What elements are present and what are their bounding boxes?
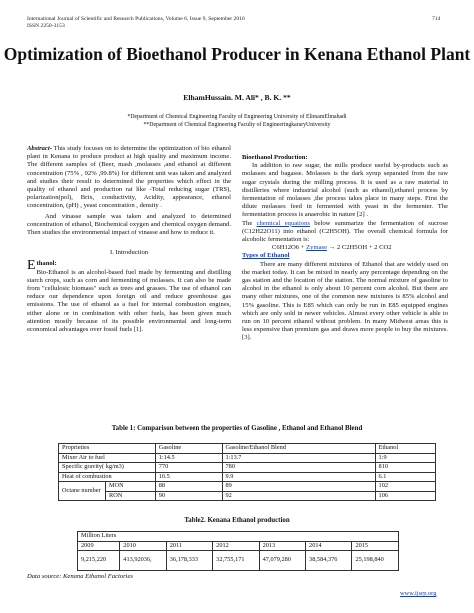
table-row bbox=[78, 532, 399, 542]
table-row bbox=[78, 541, 399, 551]
types-of-ethanol-heading[interactable]: Types of Ethanol bbox=[242, 252, 290, 260]
bioethanol-text: In addition to raw sugar, the mills produce useful by-products such as molasses and bagasse. Molasses is the dark syrup separated from the raw sugar crystals during the milling process. It is used as a raw material in distilleries where industrial alcohol (such as ethanol),ethanol process by fermentation of molasses ,the process takes place in many steps. First the dilute molasses feed in fermented with yeast in the fermenter. The fermentation process is anaerobic in nature [2] . bbox=[242, 162, 448, 219]
drop-cap: E bbox=[27, 258, 36, 274]
authors: ElhamHussain. M. Ali* , B. K. ** bbox=[183, 93, 291, 102]
table-header-cell: Proprieties bbox=[59, 444, 156, 454]
table-cell: 1:14.5 bbox=[155, 453, 222, 463]
table-header-cell: Gasoline bbox=[155, 444, 222, 454]
table-header-cell: Gasoline/Ethanol Blend bbox=[222, 444, 375, 454]
journal-header bbox=[27, 16, 245, 30]
table-cell: 36,178,333 bbox=[166, 551, 212, 571]
issn: ISSN 2250-3153 bbox=[27, 23, 65, 29]
table-cell: 92 bbox=[222, 491, 375, 501]
right-column bbox=[242, 154, 448, 343]
table-row bbox=[59, 444, 436, 454]
affiliation-1: *Department of Chemical Engineering Faculty of Engineering University of ElimamElmahadi bbox=[127, 114, 347, 120]
table-cell: Mixer Air to fuel bbox=[59, 453, 156, 463]
table-cell: 90 bbox=[155, 491, 222, 501]
table-cell: 32,755,171 bbox=[213, 551, 259, 571]
table1-caption: Table 1: Comparison between the properties of Gasoline , Ethanol and Ethanol Blend bbox=[111, 425, 363, 432]
table-row bbox=[59, 463, 436, 473]
fermentation-paragraph: The chemical equations below summarize the fermentation of sucrose (C12H22O11) into ethanol (C2H5OH). The overall chemical formula for alcoholic fermentation is: bbox=[242, 219, 448, 244]
ethanol-subheading bbox=[27, 258, 231, 274]
ethanol-subheading-text: thanol: bbox=[36, 260, 57, 268]
table-cell: 1:9 bbox=[375, 453, 435, 463]
table-row bbox=[59, 491, 436, 501]
table2-caption: Table2. Kenana Ethanol production bbox=[184, 517, 290, 524]
table2 bbox=[77, 531, 399, 571]
page-number: 714 bbox=[432, 16, 441, 22]
table-cell: Specific gravity( kg/m3) bbox=[59, 463, 156, 473]
data-source: Data source: Kenana Ethanol Factories bbox=[27, 573, 133, 580]
abstract-text-2: And vinasse sample was taken and analyzed to determined concentration of ethanol, Biochemical oxygen and chemical oxygen demand. Then studies the environmental impact of vinasse and how to reduce it. bbox=[27, 212, 231, 237]
table-cell: 9,215,220 bbox=[78, 551, 120, 571]
table-cell: 47,079,280 bbox=[259, 551, 305, 571]
intro-text: Bio-Ethanol is an alcohol-based fuel made by fermenting and distilling starch crops, such as corn and fermenting of molasses. It can also be made from "cellulosic biomass" such as trees and grasses. The use of ethanol can reduce our dependence upon foreign oil and reduce greenhouse gas emissions. The use of ethanol as a fuel for internal combustion engines, either alone or in combination with other fuels, has been given much attention mostly because of its possible environmental and long-term economical advantages over fossil fuels [1]. bbox=[27, 268, 231, 334]
intro-heading: I. Introduction bbox=[109, 249, 149, 257]
table-header-cell: 2014 bbox=[306, 541, 352, 551]
table-row bbox=[59, 472, 436, 482]
left-column bbox=[27, 145, 231, 334]
table-cell-octane: Octane number bbox=[59, 482, 106, 501]
abstract-label: Abstract- bbox=[27, 145, 52, 152]
abstract-text: This study focuses on to determine the optimization of bio ethanol plant in Kenana to produce product at high quality and maximum income. The different samples of (Beer, mash ,molasses ,and ethanol at different concentration (75% , 92% ,99.8%) for different unit was taken and analyzed and studies their result to determined the properties which effect in the quality of ethanol and production rat like -Total reducing sugar (TRS), polarization(pol), Brix, conductivity, Acidity, appearance, ethanol concentration, (pH) , yeast concentration , density . bbox=[27, 145, 231, 210]
journal-name: International Journal of Scientific and Research Publications, Volume 6, Issue 9, September 2016 bbox=[27, 16, 245, 22]
table-header-cell: Ethanol bbox=[375, 444, 435, 454]
abstract bbox=[27, 145, 231, 211]
table-cell: 810 bbox=[375, 463, 435, 473]
table-cell: 413,92036, bbox=[120, 551, 166, 571]
table-header-cell: 2012 bbox=[213, 541, 259, 551]
chemical-equations-link[interactable]: chemical equations bbox=[256, 219, 310, 227]
table-header-cell: 2009 bbox=[78, 541, 120, 551]
table-row bbox=[59, 482, 436, 492]
table-cell: 38,584,376 bbox=[306, 551, 352, 571]
table-cell: RON bbox=[106, 491, 156, 501]
table-header-cell: Million Liters bbox=[78, 532, 399, 542]
zymase-link[interactable]: Zymase bbox=[306, 244, 327, 252]
table-header-cell: 2010 bbox=[120, 541, 166, 551]
table-header-cell: 2015 bbox=[352, 541, 399, 551]
bioethanol-heading: Bioethanol Production: bbox=[242, 154, 308, 161]
types-of-ethanol-text: There are many different mixtures of Ethanol that are widely used on the market today. It can be mixed in nearly any percentage depending on the gas station and the location of the station. The normal mixture of gasoline to alcohol in the ethanol is only about 10 percent corn alcohol. But there are many other mixtures, one of the common new mixtures is 85% alcohol and 15% gasoline. This is E85 which can only be run in E85 equipped engines which are only sold in newer vehicles. Almost every other vehicle is able to run on 10 percent ethanol without problem. In many Midwest areas this is less expensive than premium gas and draws more people to buy the mixtures.[3]. bbox=[242, 260, 448, 342]
table-cell: 1:13.7 bbox=[222, 453, 375, 463]
table-cell: 9.9 bbox=[222, 472, 375, 482]
table-header-cell: 2011 bbox=[166, 541, 212, 551]
paper-title: Optimization of Bioethanol Producer in Kenana Ethanol Plant bbox=[3, 44, 471, 64]
table-cell: 6.1 bbox=[375, 472, 435, 482]
table-cell: Heat of combustion bbox=[59, 472, 156, 482]
table-cell: MON bbox=[106, 482, 156, 492]
table-cell: 25,198,840 bbox=[352, 551, 399, 571]
table-cell: 780 bbox=[222, 463, 375, 473]
affiliation-2: **Department of Chemical Engineering Faculty of EngineeringkararyUniversity bbox=[143, 122, 331, 128]
table-cell: 88 bbox=[155, 482, 222, 492]
table-cell: 102 bbox=[375, 482, 435, 492]
table-header-cell: 2013 bbox=[259, 541, 305, 551]
footer-url-link[interactable]: www.ijsrp.org bbox=[400, 590, 437, 597]
table-cell: 770 bbox=[155, 463, 222, 473]
table1 bbox=[58, 443, 436, 501]
table-cell: 89 bbox=[222, 482, 375, 492]
table-cell: 10.5 bbox=[155, 472, 222, 482]
table-row bbox=[78, 551, 399, 571]
fermentation-equation: C6H12O6 + Zymase → 2 C2H5OH + 2 CO2 bbox=[272, 244, 392, 252]
table-cell: 106 bbox=[375, 491, 435, 501]
table-row bbox=[59, 453, 436, 463]
